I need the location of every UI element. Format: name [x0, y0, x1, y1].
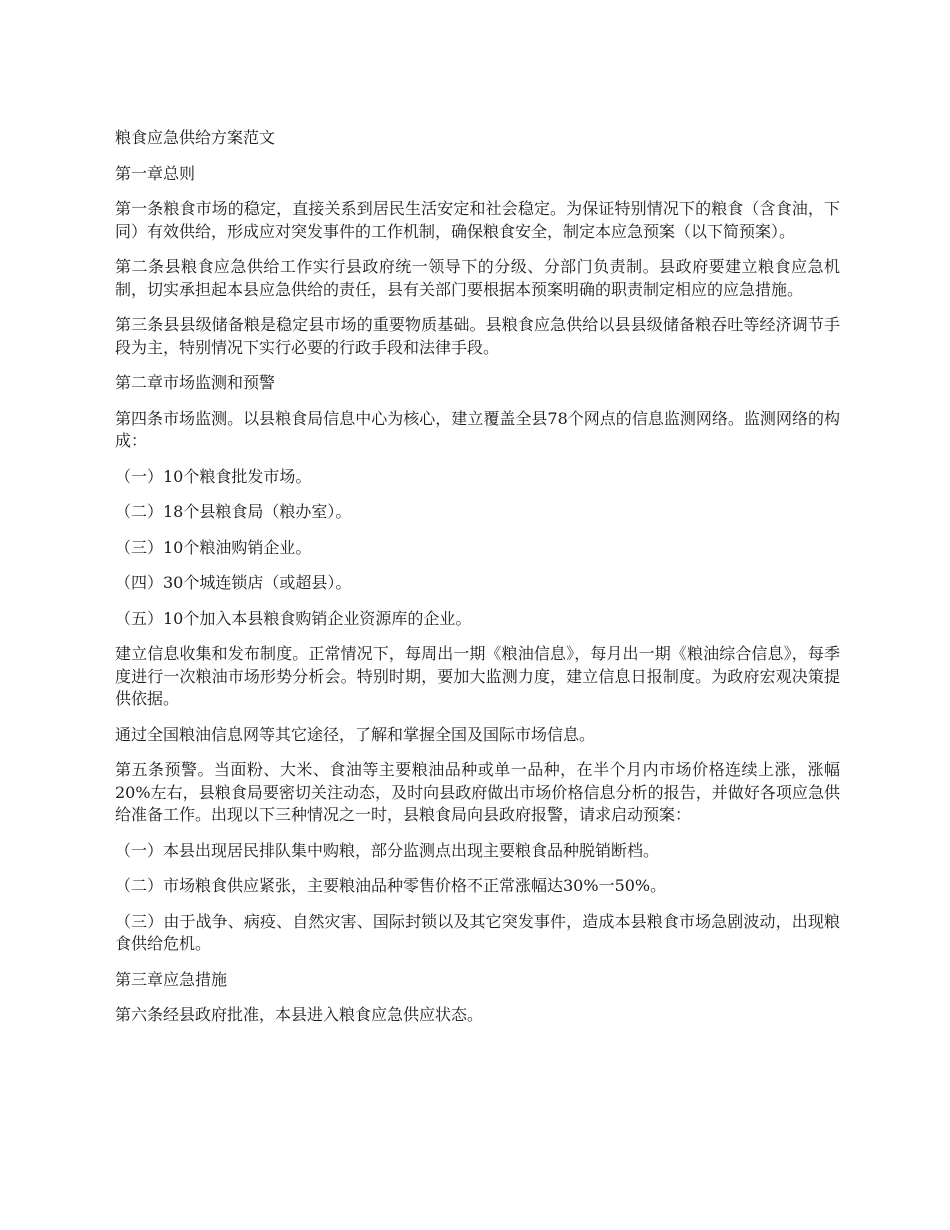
document-body [115, 127, 840, 1040]
article-paragraph: 第一条粮食市场的稳定，直接关系到居民生活安定和社会稳定。为保证特别情况下的粮食（含食油，下同）有效供给，形成应对突发事件的工作机制，确保粮食安全，制定本应急预案（以下简预案）。 [115, 199, 840, 241]
chapter-heading: 第一章总则 [115, 163, 196, 183]
list-item: （五）10个加入本县粮食购销企业资源库的企业。 [115, 608, 472, 628]
list-item: （二）市场粮食供应紧张，主要粮油品种零售价格不正常涨幅达30%一50%。 [115, 876, 667, 895]
list-item: （一）10个粮食批发市场。 [115, 466, 312, 486]
article-paragraph: 第三条县县级储备粮是稳定县市场的重要物质基础。县粮食应急供给以县县级储备粮吞吐等经济调节手段为主，特别情况下实行必要的行政手段和法律手段。 [115, 315, 840, 357]
body-paragraph: 通过全国粮油信息网等其它途径，了解和掌握全国及国际市场信息。 [115, 724, 596, 744]
article-paragraph: 第二条县粮食应急供给工作实行县政府统一领导下的分级、分部门负责制。县政府要建立粮食应急机制，切实承担起本县应急供给的责任，县有关部门要根据本预案明确的职责制定相应的应急措施。 [115, 257, 840, 299]
list-item: （四）30个城连锁店（或超县）。 [115, 573, 352, 592]
article-paragraph: 第四条市场监测。以县粮食局信息中心为核心，建立覆盖全县78个网点的信息监测网络。监测网络的构成： [115, 408, 840, 450]
chapter-heading: 第三章应急措施 [115, 969, 228, 989]
list-item: （三）10个粮油购销企业。 [115, 537, 312, 557]
chapter-heading: 第二章市场监测和预警 [115, 373, 276, 392]
list-item: （一）本县出现居民排队集中购粮，部分监测点出现主要粮食品种脱销断档。 [115, 840, 660, 860]
article-paragraph: 第六条经县政府批准，本县进入粮食应急供应状态。 [115, 1005, 484, 1024]
body-paragraph: 建立信息收集和发布制度。正常情况下，每周出一期《粮油信息》，每月出一期《粮油综合信息》，每季度进行一次粮油市场形势分析会。特别时期，要加大监测力度，建立信息日报制度。为政府宏观决策提供依据。 [115, 644, 840, 708]
list-item: （二）18个县粮食局（粮办室）。 [115, 502, 352, 521]
document-title: 粮食应急供给方案范文 [115, 128, 276, 147]
article-paragraph: 第五条预警。当面粉、大米、食油等主要粮油品种或单一品种，在半个月内市场价格连续上涨，涨幅20%左右，县粮食局要密切关注动态，及时向县政府做出市场价格信息分析的报告，并做好各项应急供给准备工作。出现以下三种情况之一时，县粮食局向县政府报警，请求启动预案： [115, 760, 840, 824]
list-item: （三）由于战争、病疫、自然灾害、国际封锁以及其它突发事件，造成本县粮食市场急剧波动，出现粮食供给危机。 [115, 911, 840, 953]
